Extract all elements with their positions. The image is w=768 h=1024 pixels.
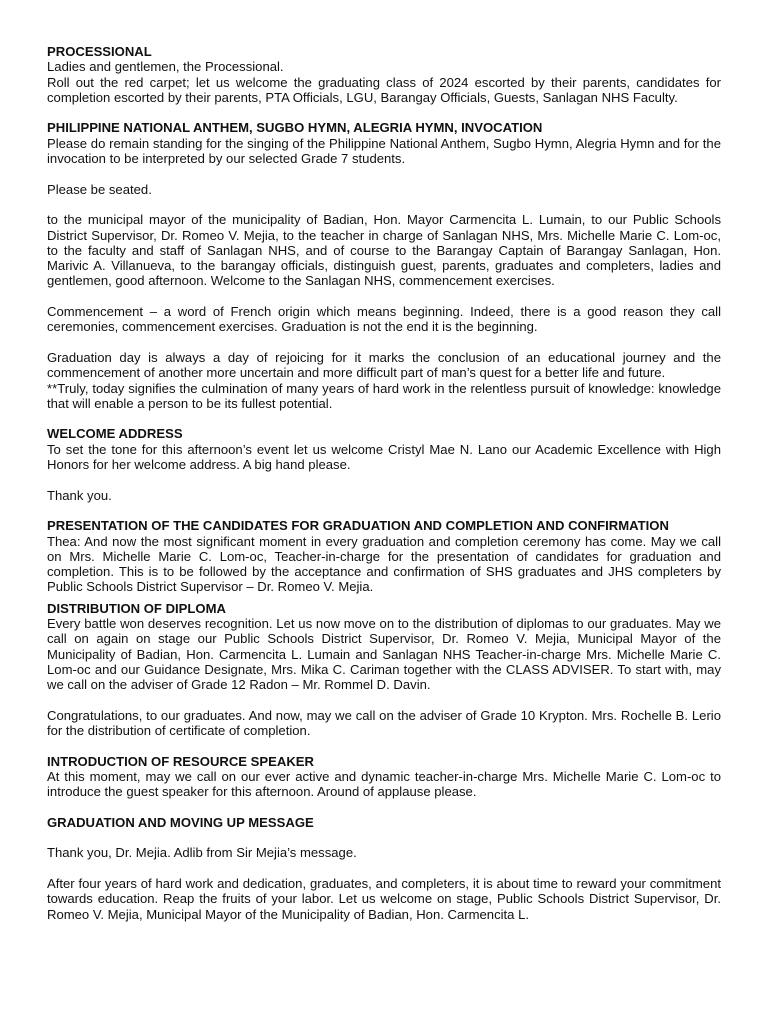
paragraph: After four years of hard work and dedication, graduates, and completers, it is about time to reward your commitment towards education. Reap the fruits of your labor. Let us welcome on stage, Public Schools District Supervisor, Dr. Romeo V. Mejia, Municipal Mayor of the Municipality of Badian, Hon. Carmencita L. [47, 876, 721, 922]
paragraph: Thea: And now the most significant moment in every graduation and completion ceremony has come. May we call on Mrs. Michelle Marie C. Lom-oc, Teacher-in-charge for the presentation of candidates for graduation and completion. This is to be followed by the acceptance and confirmation of SHS graduates and JHS completers by Public Schools District Supervisor – Dr. Romeo V. Mejia. [47, 533, 721, 595]
paragraph: to the municipal mayor of the municipality of Badian, Hon. Mayor Carmencita L. Lumain, to our Public Schools District Supervisor, Dr. Romeo V. Mejia, to the teacher in charge of Sanlagan NHS, Mrs. Michelle Marie C. Lom-oc, to the faculty and staff of Sanlagan NHS, and of course to the Barangay Captain of Barangay Sanlagan, Hon. Marivic A. Villanueva, to the barangay officials, distinguish guest, parents, graduates and completers, ladies and gentlemen, good afternoon. Welcome to the Sanlagan NHS, commencement exercises. [47, 212, 721, 289]
paragraph: To set the tone for this afternoon’s event let us welcome Cristyl Mae N. Lano our Academic Excellence with High Honors for her welcome address. A big hand please. [47, 441, 721, 473]
section-resource-speaker [47, 754, 721, 800]
section-heading: PHILIPPINE NATIONAL ANTHEM, SUGBO HYMN, ALEGRIA HYMN, INVOCATION [47, 120, 543, 136]
section-heading: WELCOME ADDRESS [47, 426, 183, 442]
section-heading: PRESENTATION OF THE CANDIDATES FOR GRADUATION AND COMPLETION AND CONFIRMATION [47, 518, 669, 534]
section-heading: GRADUATION AND MOVING UP MESSAGE [47, 814, 314, 830]
section-processional [47, 44, 721, 105]
paragraph: Roll out the red carpet; let us welcome the graduating class of 2024 escorted by their parents, candidates for completion escorted by their parents, PTA Officials, LGU, Barangay Officials, Guests, Sanlagan NHS Faculty. [47, 74, 721, 105]
paragraph: Thank you. [47, 487, 112, 503]
paragraph: Please do remain standing for the singing of the Philippine National Anthem, Sugbo Hymn, Alegria Hymn and for the invocation to be interpreted by our selected Grade 7 students. [47, 135, 721, 167]
paragraph: Thank you, Dr. Mejia. Adlib from Sir Mejia’s message. [47, 845, 357, 861]
paragraph: At this moment, may we call on our ever active and dynamic teacher-in-charge Mrs. Michelle Marie C. Lom-oc to introduce the guest speaker for this afternoon. Around of applause please. [47, 768, 721, 800]
section-presentation [47, 518, 721, 594]
section-heading: PROCESSIONAL [47, 44, 152, 59]
section-welcome-address [47, 426, 721, 502]
document-page [47, 44, 721, 922]
paragraph: Graduation day is always a day of rejoicing for it marks the conclusion of an educational journey and the commencement of another more uncertain and more difficult part of man’s quest for a better life and future. [47, 349, 721, 381]
section-heading: DISTRIBUTION OF DIPLOMA [47, 600, 226, 616]
section-diploma [47, 601, 721, 739]
paragraph: **Truly, today signifies the culmination of many years of hard work in the relentless pursuit of knowledge: knowledge that will enable a person to be its fullest potential. [47, 380, 721, 411]
section-heading: INTRODUCTION OF RESOURCE SPEAKER [47, 753, 314, 769]
paragraph: Commencement – a word of French origin which means beginning. Indeed, there is a good reason they call ceremonies, commencement exercises. Graduation is not the end it is the beginning. [47, 304, 721, 335]
paragraph: Ladies and gentlemen, the Processional. [47, 59, 284, 75]
section-moving-up-message [47, 815, 721, 922]
paragraph: Please be seated. [47, 181, 152, 197]
section-anthem [47, 120, 721, 411]
paragraph: Congratulations, to our graduates. And now, may we call on the adviser of Grade 10 Krypton. Mrs. Rochelle B. Lerio for the distribution of certificate of completion. [47, 707, 721, 739]
paragraph: Every battle won deserves recognition. Let us now move on to the distribution of diplomas to our graduates. May we call on again on stage our Public Schools District Supervisor, Dr. Romeo V. Mejia, Municipal Mayor of the Municipality of Badian, Hon. Carmencita L. Lumain and Sanlagan NHS Teacher-in-charge Mrs. Michelle Marie C. Lom-oc and our Guidance Designate, Mrs. Mika C. Cariman together with the CLASS ADVISER. To start with, may we call on the adviser of Grade 12 Radon – Mr. Rommel D. Davin. [47, 615, 721, 693]
